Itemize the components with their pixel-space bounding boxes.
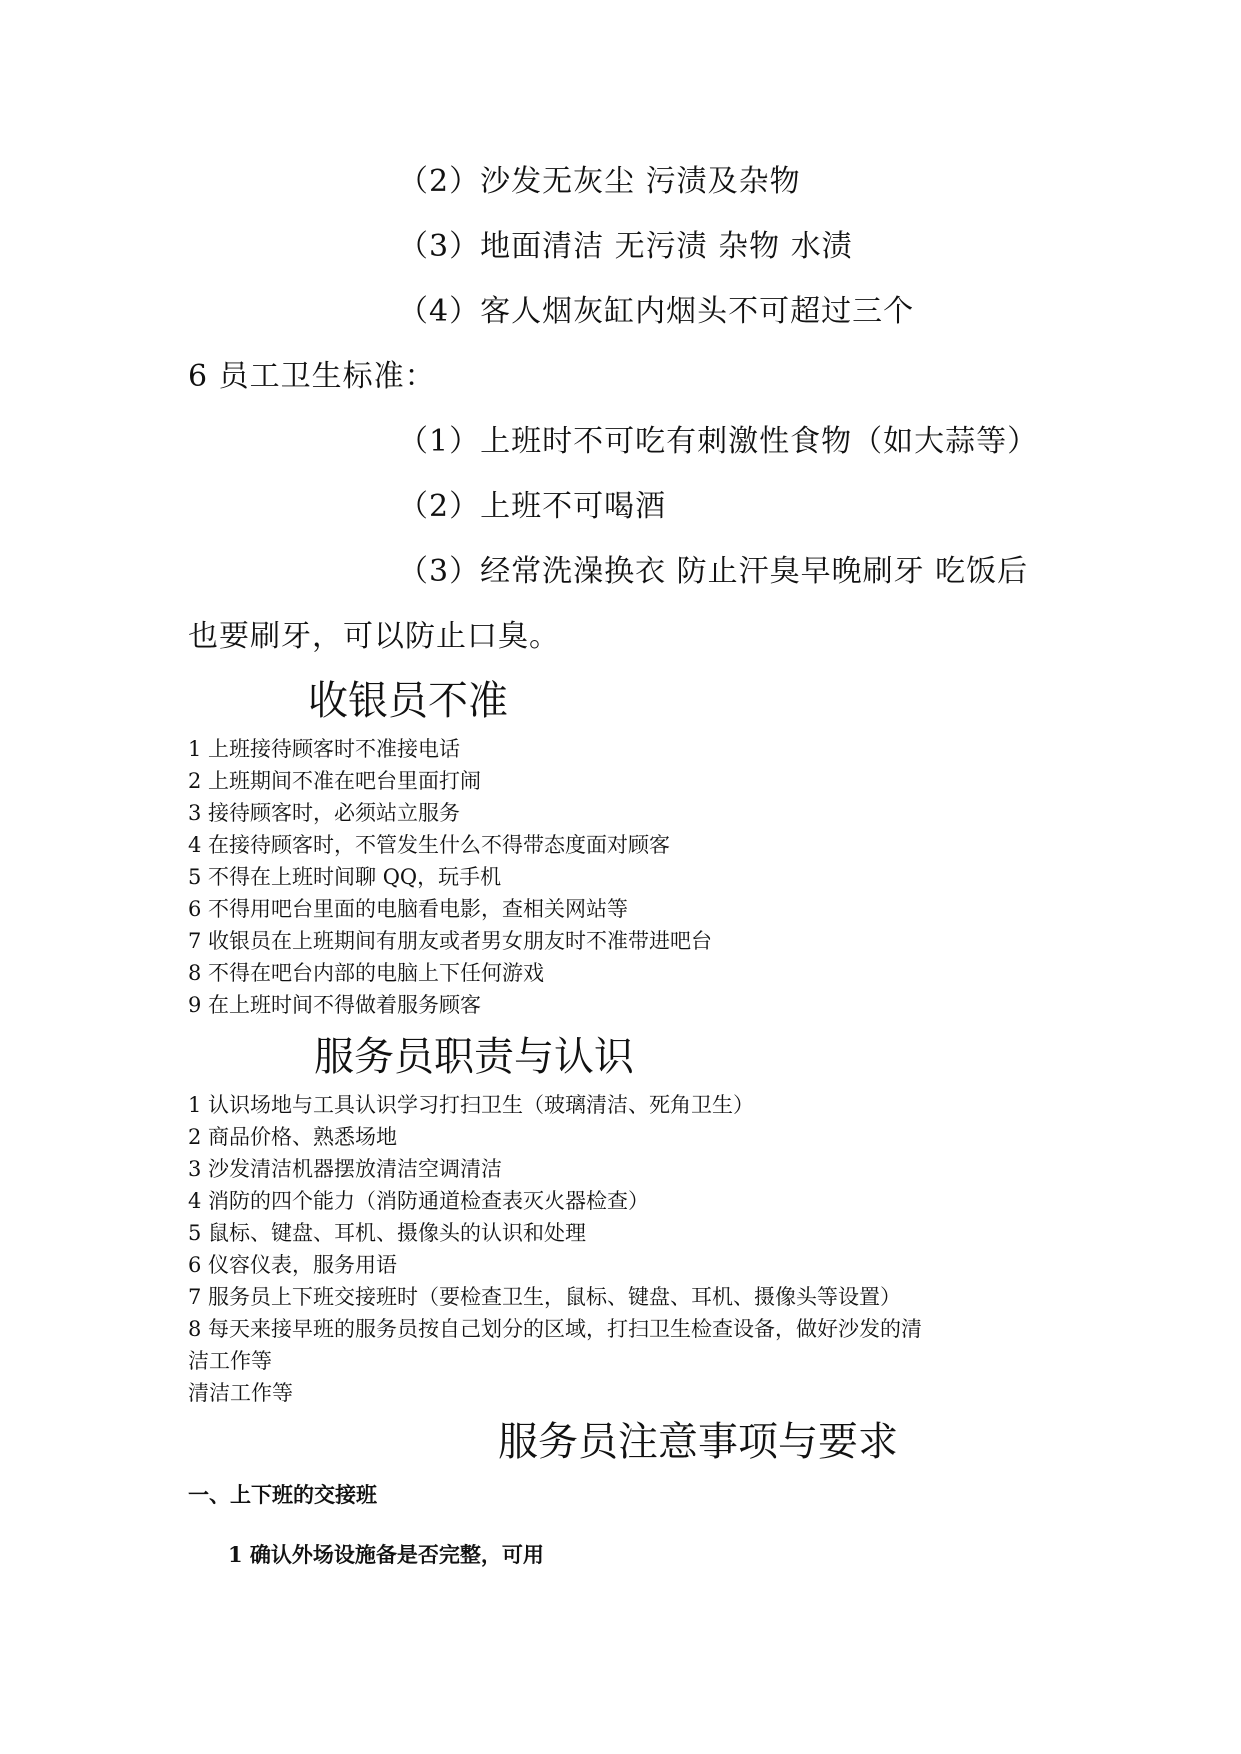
waiter-duty: 4 消防的四个能力（消防通道检查表灭火器检查）	[188, 1189, 650, 1213]
waiter-duty-continuation: 洁工作等	[188, 1349, 272, 1373]
cashier-rule: 4 在接待顾客时，不管发生什么不得带态度面对顾客	[188, 833, 671, 857]
hygiene-item-3: （3）经常洗澡换衣 防止汗臭早晚刷牙 吃饭后	[398, 554, 1029, 589]
subheading-shift-handover: 一、上下班的交接班	[188, 1482, 377, 1507]
waiter-duty: 8 每天来接早班的服务员按自己划分的区域，打扫卫生检查设备，做好沙发的清	[188, 1317, 923, 1341]
heading-waiter-duties: 服务员职责与认识	[314, 1034, 634, 1080]
waiter-duty: 5 鼠标、键盘、耳机、摄像头的认识和处理	[188, 1221, 587, 1245]
heading-waiter-notes: 服务员注意事项与要求	[498, 1419, 898, 1465]
ashtray-item: （4）客人烟灰缸内烟头不可超过三个	[398, 294, 915, 329]
section-title-staff-hygiene: 6 员工卫生标准：	[188, 359, 436, 394]
cashier-rule: 9 在上班时间不得做着服务顾客	[188, 993, 482, 1017]
waiter-duty: 1 认识场地与工具认识学习打扫卫生（玻璃清洁、死角卫生）	[188, 1093, 755, 1117]
cashier-rule: 1 上班接待顾客时不准接电话	[188, 737, 461, 761]
hygiene-item-3-continuation: 也要刷牙，可以防止口臭。	[188, 619, 560, 654]
waiter-duty: 2 商品价格、熟悉场地	[188, 1125, 398, 1149]
floor-clean-item: （3）地面清洁 无污渍 杂物 水渍	[398, 229, 853, 264]
cashier-rule: 2 上班期间不准在吧台里面打闹	[188, 769, 482, 793]
cashier-rule: 8 不得在吧台内部的电脑上下任何游戏	[188, 961, 545, 985]
cashier-rule: 5 不得在上班时间聊 QQ，玩手机	[188, 865, 502, 889]
waiter-duty: 6 仪容仪表，服务用语	[188, 1253, 398, 1277]
waiter-duty: 7 服务员上下班交接班时（要检查卫生，鼠标、键盘、耳机、摄像头等设置）	[188, 1285, 902, 1309]
sofa-clean-item: （2）沙发无灰尘 污渍及杂物	[398, 164, 801, 199]
cashier-rule: 3 接待顾客时，必须站立服务	[188, 801, 461, 825]
cashier-rule: 6 不得用吧台里面的电脑看电影，查相关网站等	[188, 897, 629, 921]
waiter-duty-repeated: 清洁工作等	[188, 1381, 293, 1405]
waiter-duty: 3 沙发清洁机器摆放清洁空调清洁	[188, 1157, 503, 1181]
hygiene-item-1: （1）上班时不可吃有刺激性食物（如大蒜等）	[398, 424, 1039, 459]
hygiene-item-2: （2）上班不可喝酒	[398, 489, 667, 524]
cashier-rule: 7 收银员在上班期间有朋友或者男女朋友时不准带进吧台	[188, 929, 713, 953]
handover-item-1: 1 确认外场设施备是否完整，可用	[228, 1542, 544, 1567]
heading-cashier-rules: 收银员不准	[308, 678, 508, 724]
